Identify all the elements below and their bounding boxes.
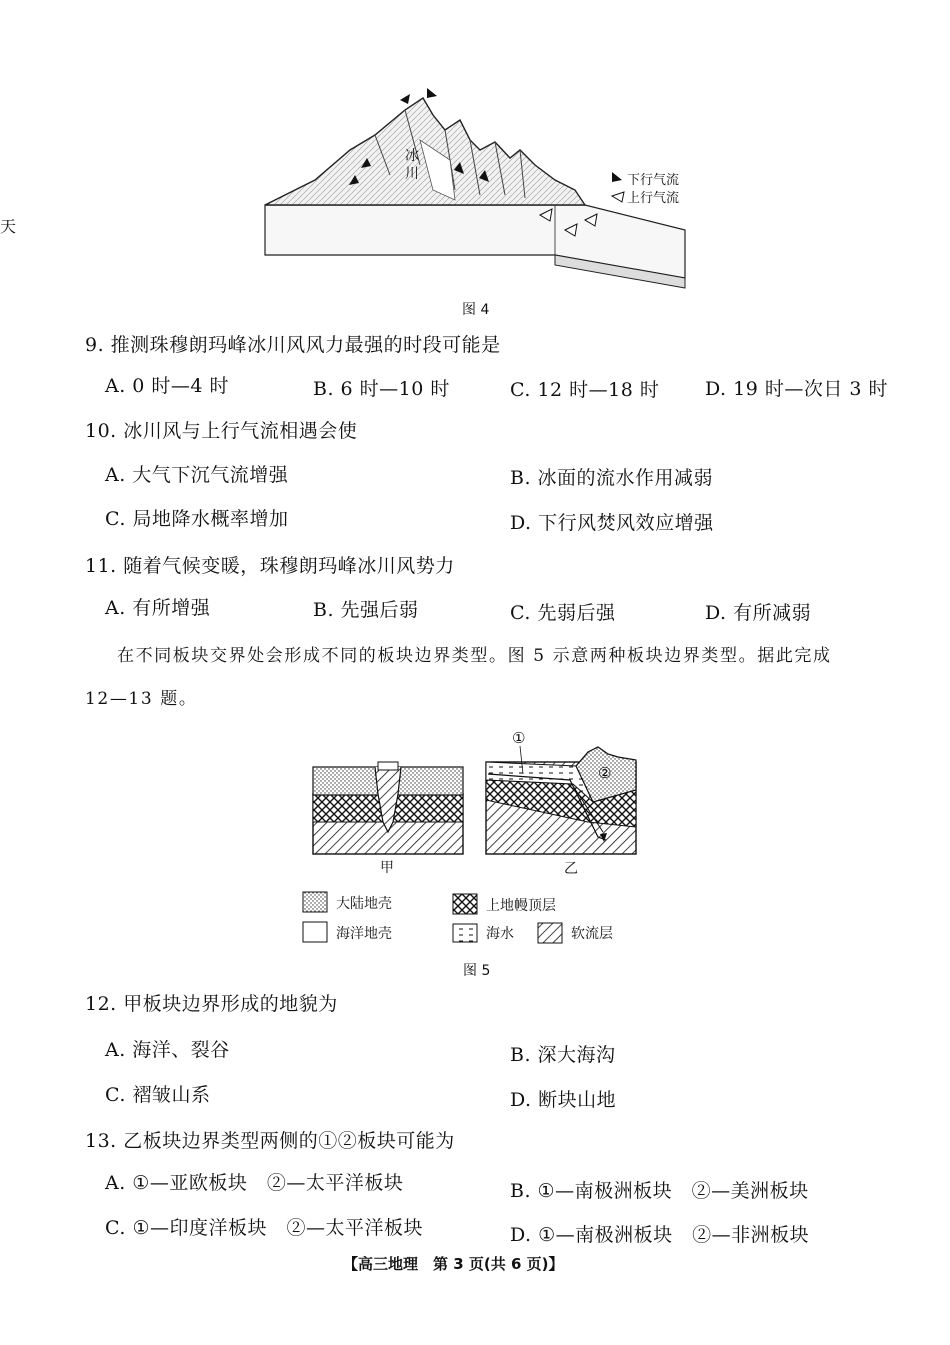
legend-down-arrow-icon	[612, 172, 622, 182]
q9-option-d[interactable]: D. 19 时—次日 3 时	[705, 378, 889, 400]
legend-upper-mantle-swatch	[453, 894, 477, 914]
question-10-stem: 10. 冰川风与上行气流相遇会使	[85, 420, 358, 442]
q13-option-b[interactable]: B. ①—南极洲板块 ②—美洲板块	[510, 1180, 809, 1202]
legend-seawater-swatch	[453, 924, 477, 942]
q10-option-d[interactable]: D. 下行风焚风效应增强	[510, 512, 714, 534]
legend-oceanic-crust: 海洋地壳	[336, 926, 392, 942]
q9-option-c[interactable]: C. 12 时—18 时	[510, 379, 660, 401]
legend-asthenosphere: 软流层	[571, 926, 613, 942]
q11-option-c[interactable]: C. 先弱后强	[510, 602, 616, 624]
legend-continental-crust-swatch	[303, 892, 327, 912]
q10-option-b[interactable]: B. 冰面的流水作用减弱	[510, 467, 714, 489]
question-13-stem: 13. 乙板块边界类型两侧的①②板块可能为	[85, 1130, 455, 1152]
q12-option-a[interactable]: A. 海洋、裂谷	[105, 1039, 230, 1061]
figure-5-plate-boundaries	[298, 722, 648, 952]
q10-option-a[interactable]: A. 大气下沉气流增强	[105, 464, 289, 486]
legend-oceanic-crust-swatch	[303, 922, 327, 942]
q11-option-b[interactable]: B. 先强后弱	[313, 599, 419, 621]
q12-option-c[interactable]: C. 褶皱山系	[105, 1084, 211, 1106]
panel-jia	[313, 762, 463, 854]
legend-asthenosphere-swatch	[538, 923, 562, 943]
passage-line-1: 在不同板块交界处会形成不同的板块边界类型。图 5 示意两种板块边界类型。据此完成	[117, 646, 832, 666]
q11-option-d[interactable]: D. 有所减弱	[705, 602, 812, 624]
q10-option-c[interactable]: C. 局地降水概率增加	[105, 508, 289, 530]
q12-option-b[interactable]: B. 深大海沟	[510, 1044, 616, 1066]
glacier-label-bottom: 川	[405, 166, 419, 182]
q13-option-d[interactable]: D. ①—南极洲板块 ②—非洲板块	[510, 1224, 810, 1246]
passage-line-2: 12—13 题。	[85, 689, 198, 709]
panel-yi-label: 乙	[564, 861, 578, 877]
marker-2: ②	[598, 764, 612, 782]
legend-up-label: 上行气流	[627, 191, 680, 206]
legend-down-label: 下行气流	[627, 173, 680, 188]
panel-jia-label: 甲	[380, 860, 394, 876]
q13-option-c[interactable]: C. ①—印度洋板块 ②—太平洋板块	[105, 1217, 423, 1239]
q12-option-d[interactable]: D. 断块山地	[510, 1089, 617, 1111]
page-footer: 【高三地理 第 3 页(共 6 页)】	[343, 1255, 564, 1273]
q9-option-a[interactable]: A. 0 时—4 时	[105, 375, 230, 397]
figure-5-caption: 图 5	[463, 963, 491, 979]
question-11-stem: 11. 随着气候变暖，珠穆朗玛峰冰川风势力	[85, 555, 455, 577]
glacier-label-top: 冰	[405, 148, 419, 164]
question-12-stem: 12. 甲板块边界形成的地貌为	[85, 993, 338, 1015]
margin-character: 天	[0, 217, 17, 236]
q11-option-a[interactable]: A. 有所增强	[105, 597, 211, 619]
legend-up-arrow-icon	[612, 192, 624, 202]
figure-4-caption: 图 4	[462, 302, 490, 318]
panel-yi	[486, 747, 636, 854]
q13-option-a[interactable]: A. ①—亚欧板块 ②—太平洋板块	[105, 1172, 404, 1194]
legend-continental-crust: 大陆地壳	[336, 896, 392, 912]
legend-upper-mantle: 上地幔顶层	[486, 898, 556, 914]
figure-4-glacier-diagram	[255, 80, 715, 290]
q9-option-b[interactable]: B. 6 时—10 时	[313, 378, 450, 400]
marker-1: ①	[512, 729, 526, 747]
legend-seawater: 海水	[486, 926, 514, 942]
question-9-stem: 9. 推测珠穆朗玛峰冰川风风力最强的时段可能是	[85, 334, 501, 356]
